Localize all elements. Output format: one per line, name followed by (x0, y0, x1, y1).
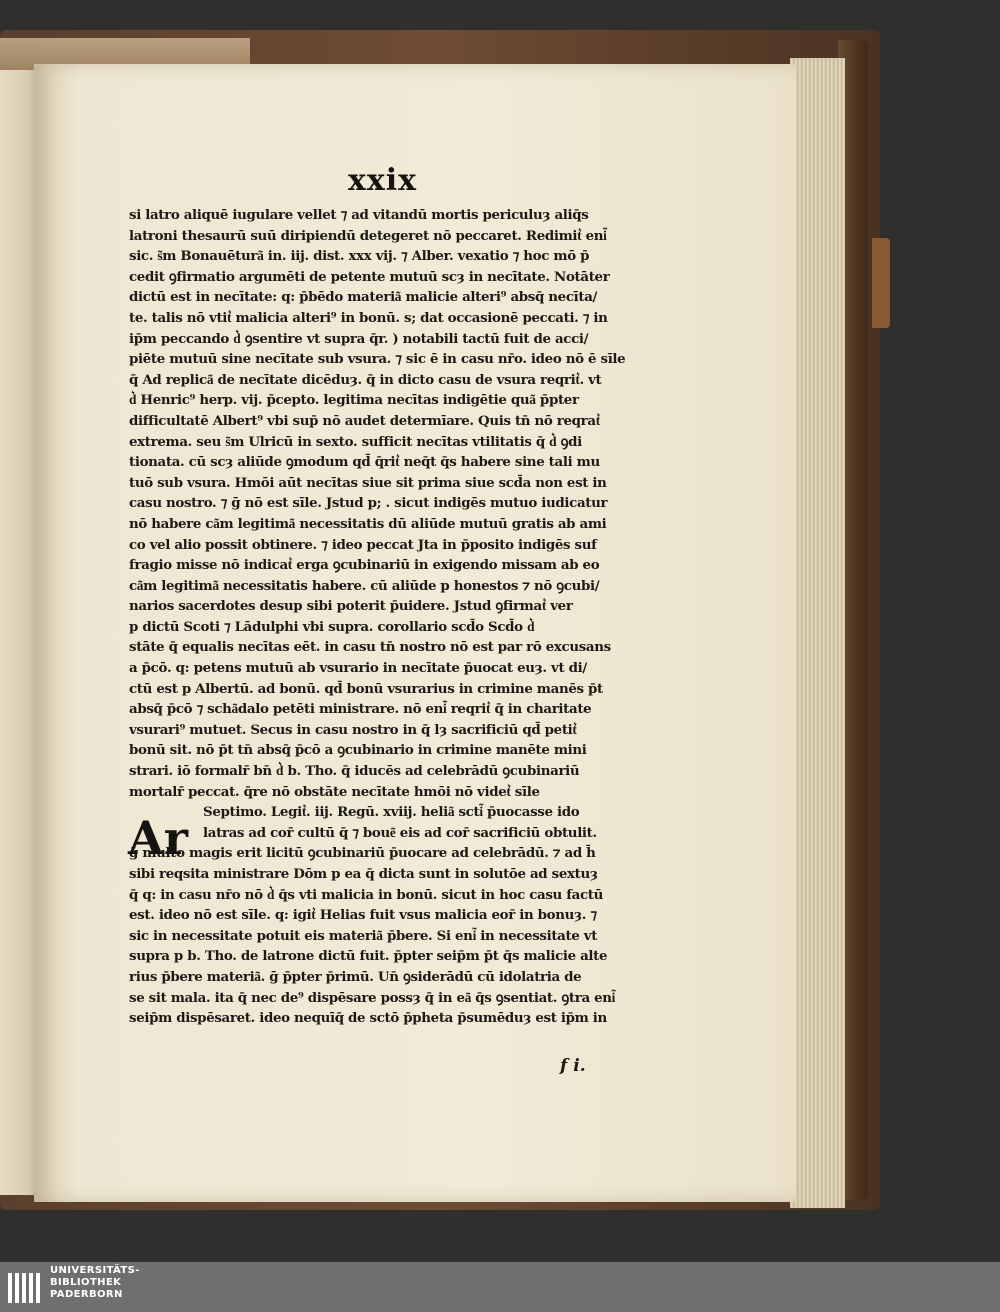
text-line: absq̄ p̄cō ⁊ scha͂dalo petēti ministrare. nō eni͂ reqrit͛ q̄ in charitate (129, 701, 592, 718)
main-text-block (129, 205, 649, 1029)
text-line: tionata. cū scȝ aliūde ꝯmodum qd̄ q̄rit͛ neq̄t q̄s habere sine tali mu (129, 454, 600, 471)
page-edges (790, 58, 845, 1208)
library-footer (0, 1262, 1000, 1312)
text-line: strari. iō formalr̄ bn̄ d͛ b. Tho. q̄ iducēs ad celebrādū ꝯcubinariū (129, 763, 580, 780)
text-line: bonū sit. nō p̄t tn̄ absq̄ p̄cō a ꝯcubinario in crimine manēte mini (129, 742, 587, 759)
text-line: narios sacerdotes desup sibi poterit p̄uidere. Jstud ꝯfirmat͛ ver (129, 598, 573, 615)
leather-tab (872, 238, 890, 328)
text-line: p dictū Scoti ⁊ Lādulphi vbi supra. corollario scd̄o Scd̄o d͛ (129, 618, 535, 635)
initial-letter: Ar (128, 811, 188, 865)
text-line: co vel alio possit obtinere. ⁊ ideo peccat Jta in p̄posito indigēs suf (129, 536, 597, 553)
text-line: Septimo. Legit͛. iij. Regū. xviij. helia͂ scti͂ p̄uocasse ido (203, 804, 580, 821)
text-line: extrema. seu s͂m Ulricū in sexto. sufficit necītas vtilitatis q̄ d͛ ꝯdi (129, 433, 582, 450)
text-line: sibi reqsita ministrare Dōm p ea q̄ dicta sunt in solutōe ad sextuȝ (129, 866, 598, 882)
text-line: nō habere ca͂m legitima͂ necessitatis dū aliūde mutuū gratis ab ami (129, 515, 607, 532)
text-line: fragio misse nō indicat͛ erga ꝯcubinariū in exigendo missam ab eo (129, 557, 600, 574)
text-line: rius p̄bere materia͂. ḡ p̄pter p̄rimū. Un̄ ꝯsiderādū cū idolatria de (129, 968, 582, 985)
text-line: piēte mutuū sine necītate sub vsura. ⁊ sic ē in casu nr̄o. ideo nō ē sīle (129, 351, 626, 368)
text-line: se sit mala. ita q̄ nec de⁹ dispēsare possȝ q̄ in ea͂ q̄s ꝯsentiat. ꝯtra eni͂ (129, 989, 616, 1006)
text-line: supra p b. Tho. de latrone dictū fuit. p̄pter seip̄m p̄t q̄s malicie alte (129, 948, 608, 965)
folio-number: xxix (348, 163, 418, 198)
text-line: cedit ꝯfirmatio argumēti de petente mutuū scȝ in necītate. Notāter (129, 268, 610, 285)
text-line: est. ideo nō est sīle. q: igit͛ Helias fuit vsus malicia eor̄ in bonuȝ. ⁊ (129, 907, 597, 924)
text-line: q̄ q: in casu nr̄o nō d͛ q̄s vti malicia in bonū. sicut in hoc casu factū (129, 886, 603, 903)
text-line: sic in necessitate potuit eis materia͂ p̄bere. Si eni͂ in necessitate vt (129, 927, 598, 944)
text-line: te. talis nō vtit͛ malicia alteri⁹ in bonū. s; dat occasionē peccati. ⁊ in (129, 309, 608, 326)
text-line: d͛ Henric⁹ herp. vij. p̄cepto. legitima necītas indigētie qua͂ p̄pter (129, 392, 579, 409)
library-name-line-2: BIBLIOTHEK (50, 1277, 122, 1288)
text-line: mortalr̄ peccat. q̄re nō obstāte necītate hmōi nō videt͛ sīle (129, 783, 540, 800)
text-line: latroni thesaurū suū diripiendū detegeret nō peccaret. Redimit͛ eni͂ (129, 227, 607, 244)
text-line: si latro aliquē iugulare vellet ⁊ ad vitandū mortis periculuȝ aliq̄s (129, 207, 589, 223)
library-name-line-3: PADERBORN (50, 1289, 123, 1300)
text-line: vsurari⁹ mutuet. Secus in casu nostro in q̄ lȝ sacrificiū qd̄ petit͛ (129, 721, 577, 738)
text-line: difficultatē Albert⁹ vbi sup̄ nō audet determīare. Quis tn̄ nō reqrat͛ (129, 412, 600, 429)
library-logo-icon (5, 1267, 45, 1307)
text-line: ḡ multo magis erit licitū ꝯcubinariū p̄uocare ad celebrādū. ⁊ ad h̄ (129, 845, 596, 862)
text-line: stāte q̄ equalis necītas eēt. in casu tn̄ nostro nō est par rō excusans (129, 639, 611, 656)
text-line: a p̄cō. q: petens mutuū ab vsurario in necītate p̄uocat euȝ. vt di/ (129, 660, 587, 677)
library-name-line-1: UNIVERSITÄTS- (50, 1265, 140, 1276)
text-line: ip̄m peccando d͛ ꝯsentire vt supra q̄r. ) notabili tactū fuit de acci/ (129, 330, 589, 347)
text-line: ctū est p Albertū. ad bonū. qd̄ bonū vsurarius in crimine manēs p̄t (129, 680, 603, 697)
text-line: sic. s͂m Bonauētura͂ in. iij. dist. xxx vij. ⁊ Alber. vexatio ⁊ hoc mō p̄ (129, 248, 590, 265)
text-line: ca͂m legitima͂ necessitatis habere. cū aliūde p honestos ⁊ nō ꝯcubi/ (129, 577, 600, 594)
signature-mark: f i. (560, 1056, 586, 1076)
text-line: dictū est in necītate: q: p̄bēdo materia͂ malicie alteri⁹ absq̄ necīta/ (129, 289, 598, 306)
text-line: tuō sub vsura. Hmōi aūt necītas siue sit prima siue scd̄a non est in (129, 474, 607, 491)
text-line: seip̄m dispēsaret. ideo nequīq̄ de sctō p̄pheta p̄sumēduȝ est ip̄m in (129, 1010, 607, 1027)
text-line: casu nostro. ⁊ ḡ nō est sīle. Jstud p; . sicut indigēs mutuo iudicatur (129, 495, 608, 512)
text-line: q̄ Ad replica͂ de necītate dicēduȝ. q̄ in dicto casu de vsura reqrit͛. vt (129, 371, 602, 388)
text-line: latras ad cor̄ cultū q̄ ⁊ boue͂ eis ad cor̄ sacrificiū obtulit. (203, 824, 597, 841)
library-name (50, 1265, 140, 1301)
